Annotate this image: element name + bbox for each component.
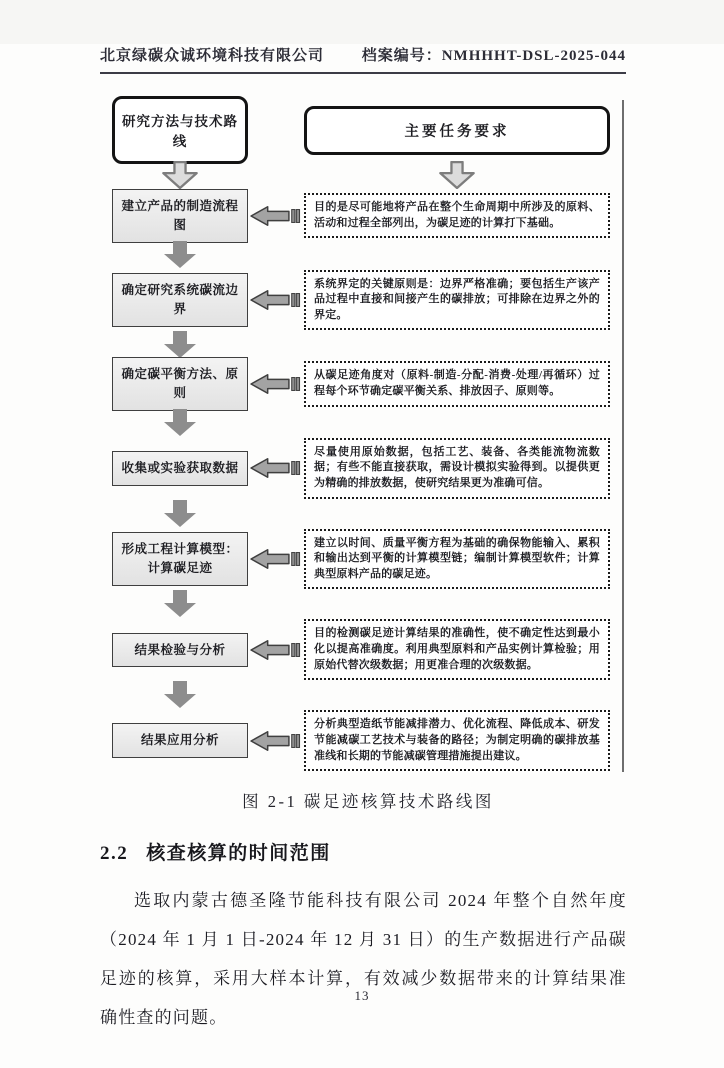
figure-2-1 [112,96,624,812]
archive-label: 档案编号： [361,48,442,64]
task-box-4: 尽量使用原始数据，包括工艺、装备、各类能流物流数据；有些不能直接获取，需设计模拟实验得到。以提供更为精确的排放数据，使研究结果更为准确可信。 [304,438,610,499]
step-box-6: 结果检验与分析 [112,633,248,668]
flowchart [112,96,624,774]
step-box-2: 确定研究系统碳流边界 [112,273,248,327]
step-box-4: 收集或实验获取数据 [112,451,248,486]
section-heading [100,838,624,865]
section-title: 核查核算的时间范围 [146,843,331,865]
task-box-6: 目的检测碳足迹计算结果的准确性，使不确定性达到最小化以提高准确度。利用典型原料和产品实例计算检验；用原始代替次级数据；用更准合理的次级数据。 [304,619,610,680]
down-arrow-icon [112,333,248,357]
task-box-7: 分析典型造纸节能减排潜力、优化流程、降低成本、研发节能减碳工艺技术与装备的路径；为制定明确的碳排放基准线和长期的节能减碳管理措施提出建议。 [304,710,610,771]
down-arrow-icon [112,411,248,435]
step-box-3: 确定碳平衡方法、原则 [112,357,248,411]
left-arrow-icon [248,456,304,480]
body-paragraph: 选取内蒙古德圣隆节能科技有限公司 2024 年整个自然年度（2024 年 1 月 1 日-2024 年 12 月 31 日）的生产数据进行产品碳足迹的核算，采用大样本计算，有效减少数据带来的计算结果准确性查的问题。 [100,891,627,1028]
section-number: 2.2 [100,843,129,865]
task-box-1: 目的是尽可能地将产品在整个生命周期中所涉及的原料、活动和过程全部列出，为碳足迹的计算打下基础。 [304,193,610,238]
step-box-5: 形成工程计算模型：计算碳足迹 [112,532,248,586]
flowchart-right-header: 主要任务要求 [304,106,610,155]
down-arrow-icon [112,502,248,526]
step-box-1: 建立产品的制造流程图 [112,189,248,243]
figure-right-border [622,100,624,772]
company-name: 北京绿碳众诚环境科技有限公司 [100,48,325,64]
left-arrow-icon [248,204,304,228]
task-box-3: 从碳足迹角度对（原料-制造-分配-消费-处理/再循环）过程每个环节确定碳平衡关系、排放因子、原则等。 [304,361,610,406]
down-arrow-3d-icon [112,161,248,189]
step-box-7: 结果应用分析 [112,723,248,758]
left-arrow-icon [248,638,304,662]
archive-value: NMHHHT-DSL-2025-044 [441,48,626,64]
page-number: 13 [354,988,370,1003]
left-arrow-icon [248,372,304,396]
left-arrow-icon [248,729,304,753]
archive-number [362,44,626,65]
down-arrow-icon [112,592,248,616]
left-arrow-icon [248,547,304,571]
down-arrow-3d-icon [304,161,610,189]
down-arrow-icon [112,683,248,707]
page-header [100,44,626,74]
document-page [0,44,724,1068]
left-arrow-icon [248,288,304,312]
task-box-5: 建立以时间、质量平衡方程为基础的确保物能输入、累积和输出达到平衡的计算模型链；编制计算模型软件；计算典型原料产品的碳足迹。 [304,529,610,590]
flowchart-left-header: 研究方法与技术路线 [112,96,248,164]
task-box-2: 系统界定的关键原则是：边界严格准确；要包括生产该产品过程中直接和间接产生的碳排放；可排除在边界之外的界定。 [304,270,610,331]
figure-caption: 图 2-1 碳足迹核算技术路线图 [242,792,494,812]
down-arrow-icon [112,243,248,267]
